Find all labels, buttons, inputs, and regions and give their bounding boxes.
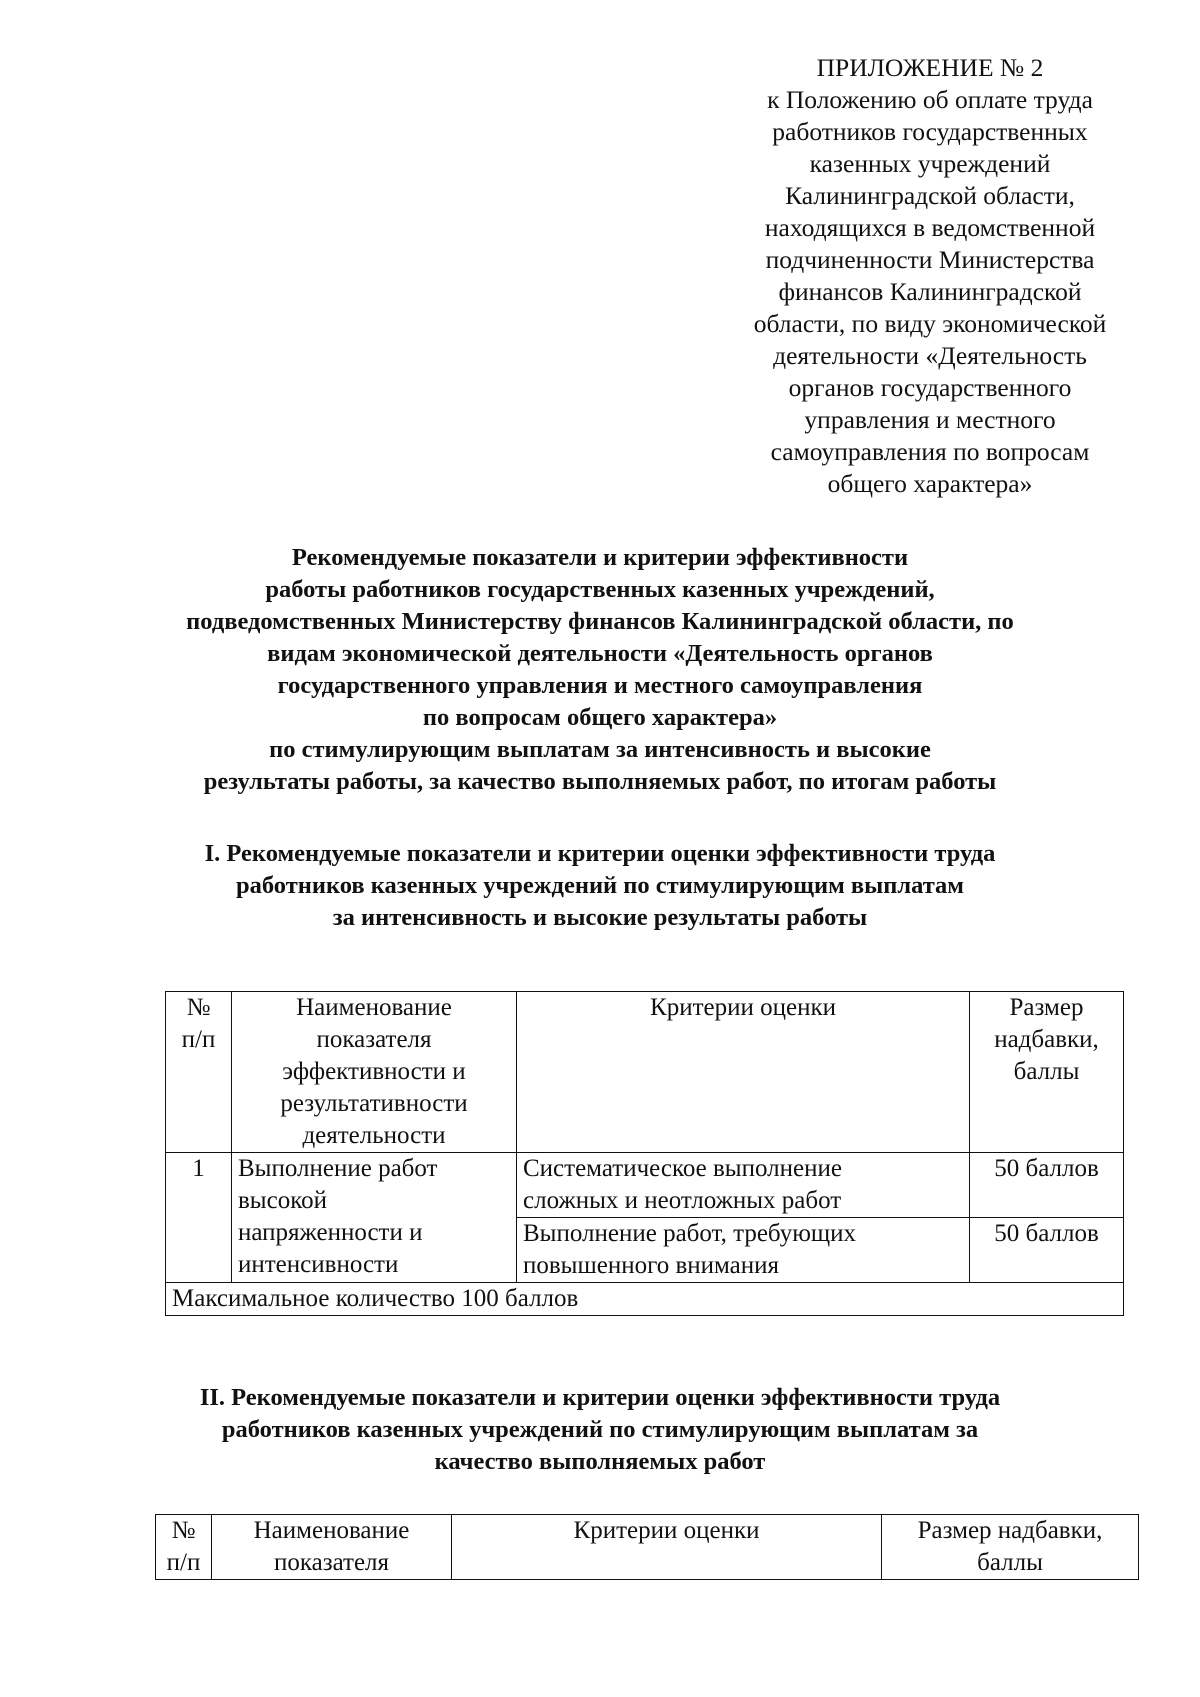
header-points xyxy=(882,1515,1139,1580)
header-indicator-name xyxy=(212,1515,452,1580)
row-name-line: интенсивности xyxy=(238,1251,399,1278)
title-line: государственного управления и местного самоуправления xyxy=(277,672,923,699)
document-title xyxy=(150,542,1050,798)
header-criteria: Критерии оценки xyxy=(452,1515,882,1580)
appendix-line: области, по виду экономической xyxy=(753,309,1107,338)
table-header-row xyxy=(156,1515,1139,1580)
title-line: результаты работы, за качество выполняемых работ, по итогам работы xyxy=(203,768,997,795)
section-2-table xyxy=(155,1514,1139,1580)
section-2-heading-line: качество выполняемых работ xyxy=(434,1448,766,1475)
section-2-heading xyxy=(150,1382,1050,1478)
row-name-line: напряженности и xyxy=(238,1219,423,1246)
title-line: Рекомендуемые показатели и критерии эффективности xyxy=(291,544,909,571)
row-criteria xyxy=(517,1218,970,1283)
section-1-table xyxy=(165,991,1124,1316)
header-num-line: п/п xyxy=(181,1026,216,1053)
table-footer-row xyxy=(166,1283,1124,1316)
section-1-heading-line: I. Рекомендуемые показатели и критерии оценки эффективности труда xyxy=(204,840,996,867)
header-indicator-name xyxy=(232,992,517,1153)
header-name-line: показателя xyxy=(316,1026,432,1053)
header-num xyxy=(156,1515,212,1580)
header-num-line: п/п xyxy=(166,1549,201,1576)
header-name-line: Наименование xyxy=(296,994,452,1021)
appendix-line: работников государственных xyxy=(772,117,1088,146)
appendix-line: находящихся в ведомственной xyxy=(764,213,1096,242)
header-points-line: Размер надбавки, xyxy=(917,1517,1103,1544)
header-name-line: эффективности и xyxy=(282,1058,466,1085)
header-criteria: Критерии оценки xyxy=(517,992,970,1153)
title-line: по вопросам общего характера» xyxy=(422,704,778,731)
criteria-line: Систематическое выполнение xyxy=(523,1155,842,1182)
row-num: 1 xyxy=(166,1153,232,1283)
criteria-line: Выполнение работ, требующих xyxy=(523,1220,857,1247)
appendix-line: управления и местного xyxy=(804,405,1056,434)
header-points-line: баллы xyxy=(977,1549,1043,1576)
appendix-line: деятельности «Деятельность xyxy=(773,341,1087,370)
header-num-line: № xyxy=(186,994,211,1021)
appendix-line: подчиненности Министерства xyxy=(765,245,1095,274)
table-row xyxy=(166,1153,1124,1218)
header-points-line: баллы xyxy=(1013,1058,1080,1085)
criteria-line: повышенного внимания xyxy=(523,1252,780,1279)
header-points xyxy=(970,992,1124,1153)
header-name-line: показателя xyxy=(273,1549,390,1576)
section-2-heading-line: работников казенных учреждений по стимулирующим выплатам за xyxy=(221,1416,979,1443)
table-footer: Максимальное количество 100 баллов xyxy=(166,1283,1124,1316)
title-line: работы работников государственных казенных учреждений, xyxy=(265,576,935,603)
title-line: по стимулирующим выплатам за интенсивность и высокие xyxy=(269,736,931,763)
row-criteria xyxy=(517,1153,970,1218)
criteria-line: сложных и неотложных работ xyxy=(523,1187,842,1214)
header-num xyxy=(166,992,232,1153)
row-name-line: Выполнение работ xyxy=(238,1155,438,1182)
section-1-heading xyxy=(150,838,1050,934)
appendix-line: общего характера» xyxy=(827,469,1033,498)
header-name-line: результативности xyxy=(280,1090,468,1117)
header-name-line: деятельности xyxy=(302,1122,446,1149)
header-points-line: Размер xyxy=(1009,994,1084,1021)
appendix-line: финансов Калининградской xyxy=(778,277,1082,306)
appendix-line: самоуправления по вопросам xyxy=(770,437,1090,466)
row-name-line: высокой xyxy=(238,1187,327,1214)
section-1-heading-line: за интенсивность и высокие результаты работы xyxy=(332,904,868,931)
title-line: подведомственных Министерству финансов Калининградской области, по xyxy=(186,608,1014,635)
section-2-heading-line: II. Рекомендуемые показатели и критерии оценки эффективности труда xyxy=(199,1384,1001,1411)
row-points: 50 баллов xyxy=(970,1153,1124,1218)
appendix-header xyxy=(730,52,1130,500)
row-indicator-name xyxy=(232,1153,517,1283)
appendix-line: органов государственного xyxy=(788,373,1072,402)
section-1-heading-line: работников казенных учреждений по стимулирующим выплатам xyxy=(235,872,964,899)
header-name-line: Наименование xyxy=(253,1517,410,1544)
header-points-line: надбавки, xyxy=(994,1026,1099,1053)
table-header-row xyxy=(166,992,1124,1153)
appendix-line: казенных учреждений xyxy=(809,149,1051,178)
title-line: видам экономической деятельности «Деятельность органов xyxy=(267,640,933,667)
appendix-line: Калининградской области, xyxy=(785,181,1075,210)
appendix-line: к Положению об оплате труда xyxy=(767,85,1093,114)
appendix-line: ПРИЛОЖЕНИЕ № 2 xyxy=(816,53,1044,82)
row-points: 50 баллов xyxy=(970,1218,1124,1283)
header-num-line: № xyxy=(171,1517,196,1544)
